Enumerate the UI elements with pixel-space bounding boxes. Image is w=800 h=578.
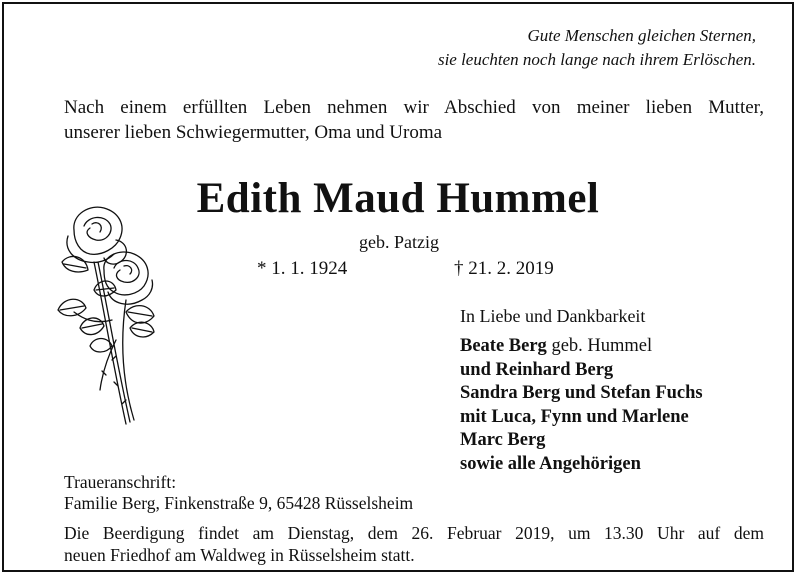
- funeral-info: [64, 522, 764, 566]
- mourner-name-1: Beate Berg: [460, 336, 547, 356]
- funeral-line-1: Die Beerdigung findet am Dienstag, dem 26. Februar 2019, um 13.30 Uhr auf dem: [64, 523, 764, 543]
- mourner-line-3: Sandra Berg und Stefan Fuchs: [460, 383, 703, 403]
- death-date: † 21. 2. 2019: [454, 258, 554, 279]
- intro-line-1: Nach einem erfüllten Leben nehmen wir Abschied von meiner lieben Mutter,: [64, 97, 764, 118]
- quote-line-1: Gute Menschen gleichen Sternen,: [527, 26, 756, 45]
- memorial-quote: [438, 24, 756, 72]
- mourner-line-6: sowie alle Angehörigen: [460, 453, 641, 474]
- mourner-line-1: [460, 335, 703, 359]
- maiden-name: geb. Patzig: [359, 232, 439, 252]
- deceased-name: Edith Maud Hummel: [196, 175, 600, 222]
- funeral-line-2: neuen Friedhof am Waldweg in Rüsselsheim statt.: [64, 545, 415, 565]
- quote-line-2: sie leuchten noch lange nach ihrem Erlöschen.: [437, 50, 756, 69]
- obituary-notice: [2, 2, 794, 572]
- birth-date: * 1. 1. 1924: [257, 258, 348, 279]
- mourner-line-2: und Reinhard Berg: [460, 359, 614, 380]
- rose-icon: [54, 200, 164, 430]
- address-value: Familie Berg, Finkenstraße 9, 65428 Rüsselsheim: [64, 493, 414, 513]
- mourner-line-4: mit Luca, Fynn und Marlene: [460, 406, 689, 427]
- mourner-line-5: Marc Berg: [460, 430, 546, 450]
- mourners-list: [460, 335, 703, 476]
- mourners-heading: In Liebe und Dankbarkeit: [460, 306, 646, 326]
- address-label: Traueranschrift:: [64, 472, 177, 492]
- intro-line-2: unserer lieben Schwiegermutter, Oma und Uroma: [64, 122, 443, 143]
- mourning-address: [64, 472, 413, 514]
- intro-text: [64, 95, 764, 145]
- mourner-maiden-1: geb. Hummel: [551, 336, 653, 356]
